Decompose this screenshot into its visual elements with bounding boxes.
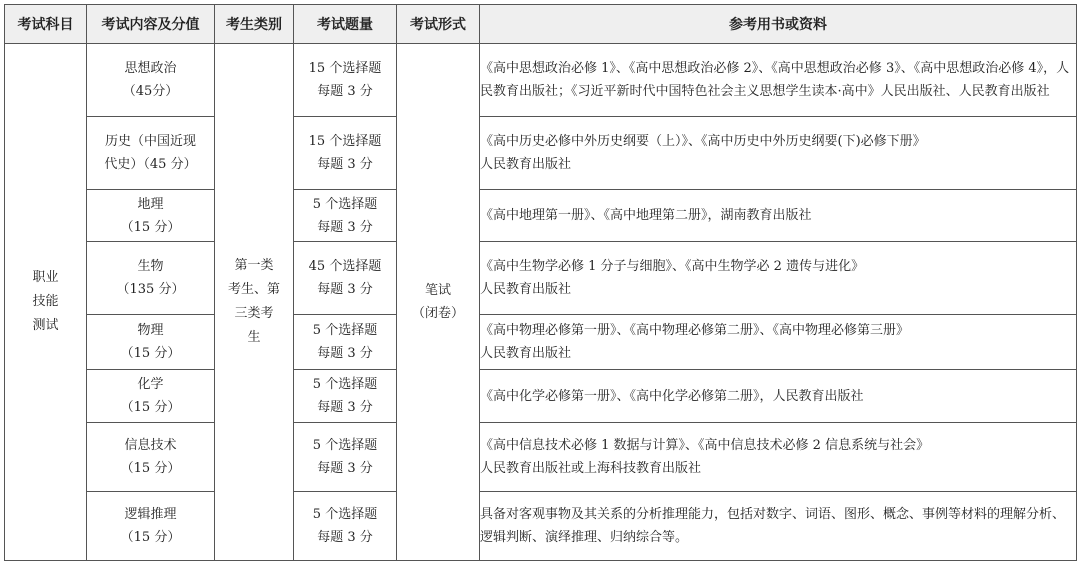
quantity-cell [294,44,397,117]
reference-cell [480,492,1077,561]
reference-cell [480,242,1077,315]
quantity-cell [294,190,397,242]
reference-text: 《高中思想政治必修 1》、《高中思想政治必修 2》、《高中思想政治必修 3》、《高中思想政治必修 4》，人民教育出版社；《习近平新时代中国特色社会主义思想学生读本·高中》人民出版社、人民教育出版社 [480,61,1070,99]
header-content: 考试内容及分值 [87,5,215,44]
content-cell [87,492,215,561]
reference-text: 《高中化学必修第一册》、《高中化学必修第二册》，人民教育出版社 [480,388,864,404]
reference-cell [480,44,1077,117]
quantity-cell [294,242,397,315]
form-text: 笔试 （闭卷） [411,283,464,321]
content-text: 历史（中国近现 代史）（45 分） [104,134,197,172]
content-cell [87,190,215,242]
reference-text: 具备对客观事物及其关系的分析推理能力，包括对数字、词语、图形、概念、事例等材料的理解分析、逻辑判断、演绎推理、归纳综合等。 [480,507,1066,545]
form-cell [397,44,480,561]
quantity-text: 5 个选择题 每题 3 分 [312,377,378,415]
table-row [5,44,1077,117]
table-row [5,242,1077,315]
quantity-text: 45 个选择题 每题 3 分 [308,259,382,297]
quantity-cell [294,492,397,561]
content-cell [87,370,215,423]
quantity-cell [294,370,397,423]
content-cell [87,117,215,190]
quantity-text: 5 个选择题 每题 3 分 [312,196,378,235]
content-cell [87,44,215,117]
reference-text: 《高中生物学必修 1 分子与细胞》、《高中生物学必 2 遗传与进化》 人民教育出版社 [480,259,865,297]
content-cell [87,242,215,315]
reference-text: 《高中地理第一册》、《高中地理第二册》，湖南教育出版社 [480,208,812,223]
content-text: 化学 （15 分） [120,377,181,415]
subject-text: 职业 技能 测试 [32,270,59,333]
content-text: 物理 （15 分） [120,323,181,361]
table-row [5,492,1077,561]
reference-cell [480,423,1077,492]
header-quantity: 考试题量 [294,5,397,44]
table-row [5,423,1077,492]
header-candidate-type: 考生类别 [215,5,294,44]
content-text: 生物 （135 分） [116,259,185,297]
content-cell [87,315,215,370]
quantity-text: 5 个选择题 每题 3 分 [312,323,378,361]
content-text: 地理 （15 分） [120,196,181,235]
candidate-type-text: 第一类 考生、第 三类考 生 [227,258,280,345]
reference-text: 《高中信息技术必修 1 数据与计算》、《高中信息技术必修 2 信息系统与社会》 人民教育出版社或上海科技教育出版社 [480,438,930,476]
content-cell [87,423,215,492]
reference-cell [480,117,1077,190]
header-subject: 考试科目 [5,5,87,44]
exam-table [4,4,1077,561]
table-row [5,315,1077,370]
quantity-cell [294,117,397,190]
quantity-cell [294,315,397,370]
header-reference: 参考用书或资料 [480,5,1077,44]
content-text: 信息技术 （15 分） [120,438,181,476]
quantity-cell [294,423,397,492]
quantity-text: 15 个选择题 每题 3 分 [308,134,382,172]
subject-cell [5,44,87,561]
reference-cell [480,370,1077,423]
header-form: 考试形式 [397,5,480,44]
quantity-text: 5 个选择题 每题 3 分 [312,507,378,545]
candidate-type-cell [215,44,294,561]
table-row [5,117,1077,190]
header-row [5,5,1077,44]
content-text: 思想政治 （45分） [122,61,179,99]
reference-text: 《高中历史必修中外历史纲要（上）》、《高中历史中外历史纲要(下)必修下册》 人民教育出版社 [480,134,926,172]
quantity-text: 15 个选择题 每题 3 分 [308,61,382,99]
reference-text: 《高中物理必修第一册》、《高中物理必修第二册》、《高中物理必修第三册》 人民教育出版社 [480,323,910,361]
reference-cell [480,315,1077,370]
content-text: 逻辑推理 （15 分） [120,507,181,545]
quantity-text: 5 个选择题 每题 3 分 [312,438,378,476]
table-row [5,190,1077,242]
reference-cell [480,190,1077,242]
table-row [5,370,1077,423]
